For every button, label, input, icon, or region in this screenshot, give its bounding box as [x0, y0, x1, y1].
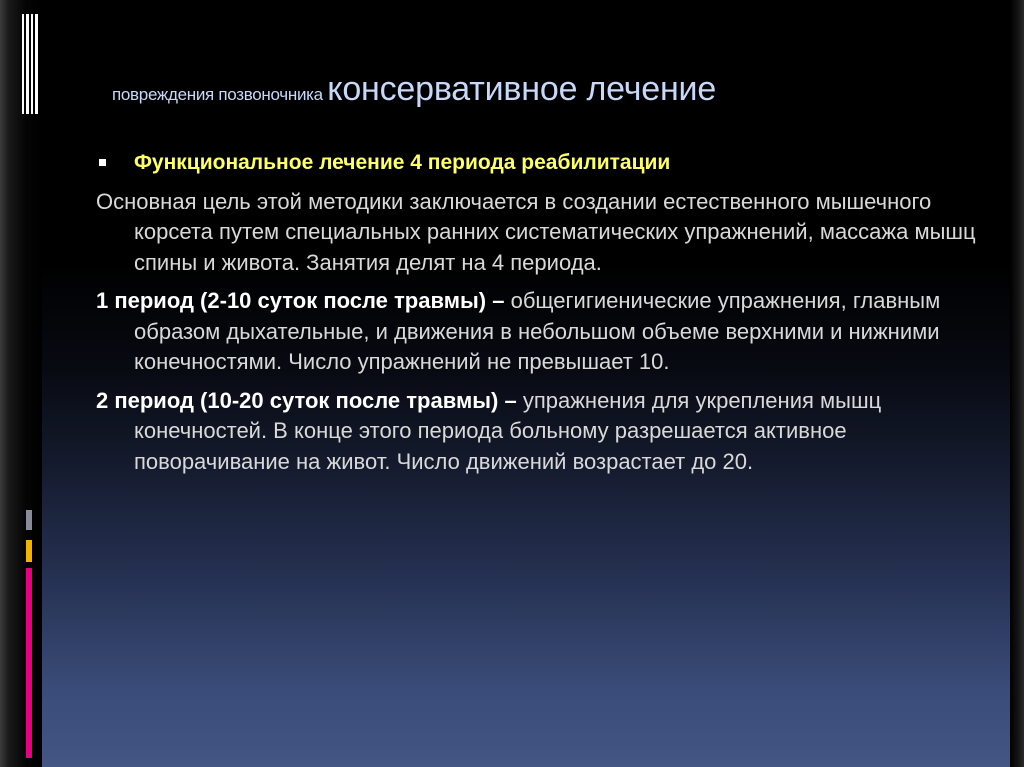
accent-gray-block [26, 510, 32, 530]
decor-bar [22, 14, 24, 114]
accent-yellow-block [26, 540, 32, 562]
bullet-item [96, 148, 986, 179]
period2-heading: 2 период (10-20 суток после травмы) – [96, 387, 517, 413]
decor-vertical-bars [22, 14, 38, 114]
bullet-text: Функциональное лечение 4 периода реабилитации [134, 151, 671, 174]
slide-title [112, 70, 992, 109]
period2-paragraph [96, 386, 986, 478]
accent-pink-strip [26, 568, 32, 758]
period1-text: общегигиенические упражнения, главным образом дыхательные, и движения в небольшом объеме верхними и нижними конечностями. Число упражнений не превышает 10. [134, 288, 941, 374]
decor-bar [26, 14, 29, 114]
slide-content [96, 148, 986, 485]
intro-text: Основная цель этой методики заключается в создании естественного мышечного корсета путем специальных ранних систематических упражнений, массажа мышц спины и живота. Занятия делят на 4 периода. [96, 188, 976, 275]
decor-bar [35, 14, 38, 114]
square-bullet-icon [99, 159, 106, 166]
period1-paragraph [96, 286, 986, 378]
right-decor-band [1010, 0, 1024, 767]
period1-heading: 1 период (2-10 суток после травмы) – [96, 288, 505, 313]
intro-paragraph [96, 187, 986, 279]
title-small-text: повреждения позвоночника [112, 85, 323, 104]
period2-text: упражнения для укрепления мышц конечностей. В конце этого периода больному разрешается активное поворачивание на живот. Число движений возрастает до 20. [134, 387, 882, 474]
left-decor-band [0, 0, 42, 767]
decor-bar [31, 14, 33, 114]
title-big-text: консервативное лечение [327, 70, 717, 108]
